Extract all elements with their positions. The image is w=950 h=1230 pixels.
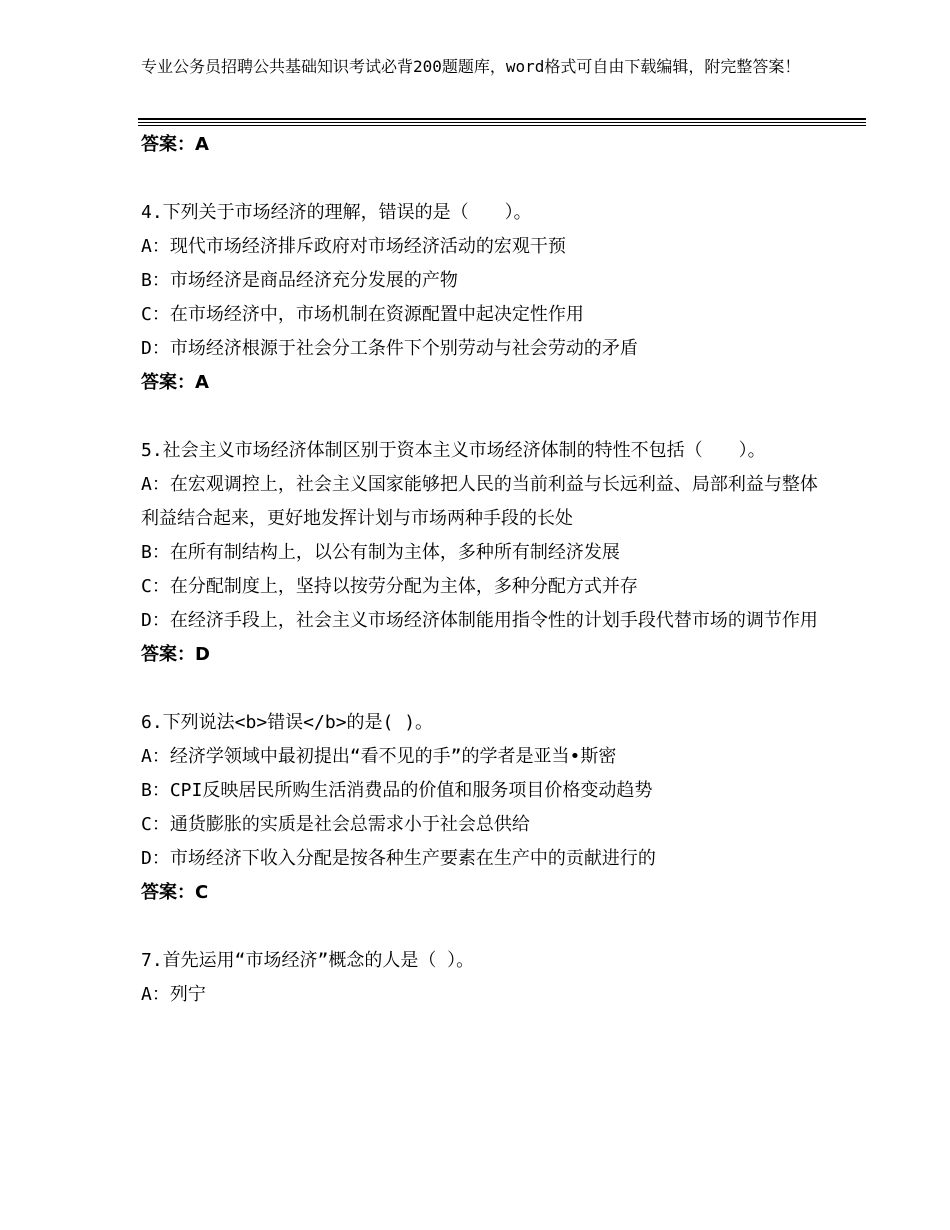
option-c: C：在分配制度上，坚持以按劳分配为主体，多种分配方式并存 bbox=[141, 576, 638, 597]
question-stem: 7.首先运用“市场经济”概念的人是（ ）。 bbox=[141, 950, 475, 971]
question-4 bbox=[141, 196, 831, 400]
option-d: D：市场经济下收入分配是按各种生产要素在生产中的贡献进行的 bbox=[141, 848, 656, 869]
question-6 bbox=[141, 706, 831, 910]
option-b: B：在所有制结构上，以公有制为主体，多种所有制经济发展 bbox=[141, 542, 620, 563]
option-c: C：在市场经济中，市场机制在资源配置中起决定性作用 bbox=[141, 304, 584, 325]
answer: 答案：C bbox=[141, 882, 209, 903]
option-c: C：通货膨胀的实质是社会总需求小于社会总供给 bbox=[141, 814, 530, 835]
answer: 答案：A bbox=[141, 372, 209, 393]
header-rule-top bbox=[138, 118, 866, 120]
answer: 答案：D bbox=[141, 644, 210, 665]
option-a: A：现代市场经济排斥政府对市场经济活动的宏观干预 bbox=[141, 236, 566, 257]
option-a: A：列宁 bbox=[141, 984, 206, 1005]
question-list bbox=[141, 128, 831, 1012]
question-5 bbox=[141, 434, 831, 672]
option-a: A：在宏观调控上，社会主义国家能够把人民的当前利益与长远利益、局部利益与整体利益结合起来，更好地发挥计划与市场两种手段的长处 bbox=[141, 474, 818, 529]
question-stem: 5.社会主义市场经济体制区别于资本主义市场经济体制的特性不包括（ ）。 bbox=[141, 440, 766, 461]
question-stem: 4.下列关于市场经济的理解，错误的是（ ）。 bbox=[141, 202, 532, 223]
header-rule-bottom bbox=[138, 125, 866, 126]
question-7 bbox=[141, 944, 831, 1012]
header-rule-middle bbox=[138, 122, 866, 123]
option-d: D：市场经济根源于社会分工条件下个别劳动与社会劳动的矛盾 bbox=[141, 338, 638, 359]
answer-q3: 答案：A bbox=[141, 134, 209, 155]
option-b: B：市场经济是商品经济充分发展的产物 bbox=[141, 270, 458, 291]
option-a: A：经济学领域中最初提出“看不见的手”的学者是亚当•斯密 bbox=[141, 746, 617, 767]
question-stem: 6.下列说法<b>错误</b>的是( )。 bbox=[141, 712, 434, 733]
option-b: B：CPI反映居民所购生活消费品的价值和服务项目价格变动趋势 bbox=[141, 780, 653, 801]
page-header: 专业公务员招聘公共基础知识考试必背200题题库，word格式可自由下载编辑，附完整答案！ bbox=[141, 57, 801, 76]
option-d: D：在经济手段上，社会主义市场经济体制能用指令性的计划手段代替市场的调节作用 bbox=[141, 610, 818, 631]
